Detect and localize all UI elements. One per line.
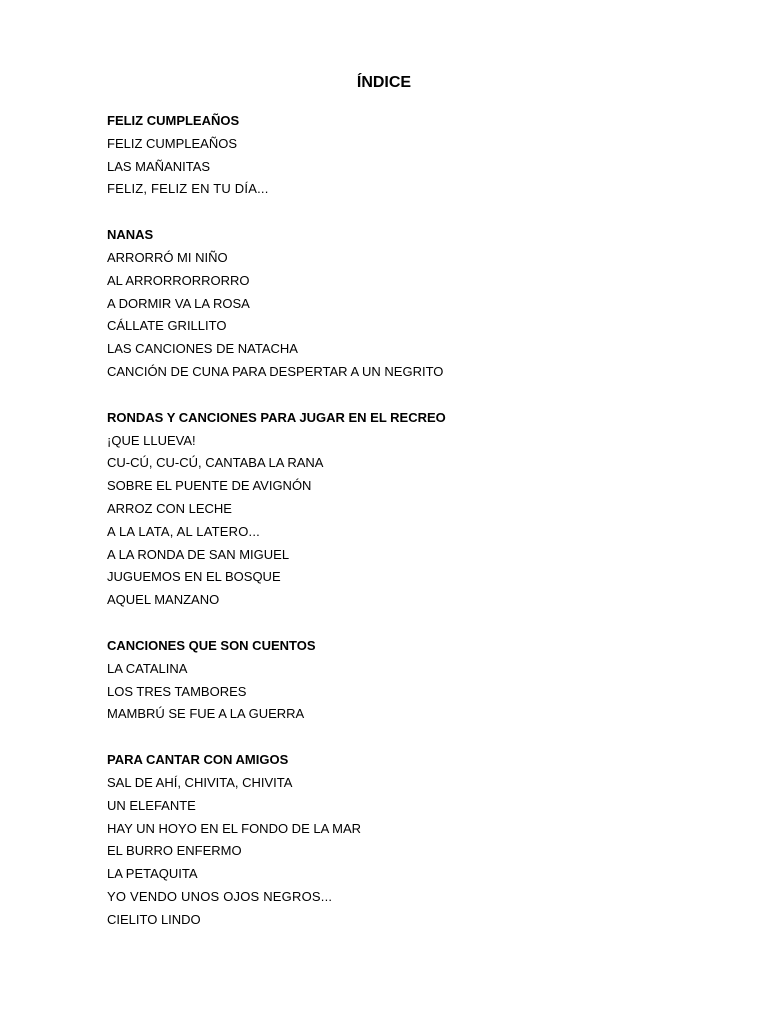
index-entry: CÁLLATE GRILLITO <box>107 318 227 334</box>
section-rondas <box>107 407 727 612</box>
section-feliz-cumpleanos <box>107 110 727 201</box>
index-entry: LA PETAQUITA <box>107 866 198 882</box>
section-cuentos <box>107 635 727 726</box>
index-entry: AL ARRORRORRORRO <box>107 272 250 288</box>
index-entry: EL BURRO ENFERMO <box>107 843 242 859</box>
page-title: ÍNDICE <box>356 74 412 91</box>
index-entry: LOS TRES TAMBORES <box>107 683 247 699</box>
index-entry: YO VENDO UNOS OJOS NEGROS... <box>107 888 333 904</box>
index-entry: CU-CÚ, CU-CÚ, CANTABA LA RANA <box>107 455 324 471</box>
section-nanas <box>107 224 727 384</box>
index-entry: HAY UN HOYO EN EL FONDO DE LA MAR <box>107 820 362 836</box>
index-entry: ARROZ CON LECHE <box>107 500 232 516</box>
index-entry: SAL DE AHÍ, CHIVITA, CHIVITA <box>107 774 293 790</box>
section-heading: CANCIONES QUE SON CUENTOS <box>107 637 316 653</box>
index-entry: A LA RONDA DE SAN MIGUEL <box>107 546 290 562</box>
index-entry: LAS CANCIONES DE NATACHA <box>107 341 298 357</box>
index-entry: CANCIÓN DE CUNA PARA DESPERTAR A UN NEGRITO <box>107 363 444 379</box>
index-content <box>107 110 727 955</box>
index-entry: FELIZ, FELIZ EN TU DÍA... <box>107 181 269 197</box>
index-entry: AQUEL MANZANO <box>107 592 220 608</box>
index-entry: ¡QUE LLUEVA! <box>107 432 196 448</box>
index-entry: LAS MAÑANITAS <box>107 158 211 174</box>
section-heading: PARA CANTAR CON AMIGOS <box>107 752 289 768</box>
section-heading: FELIZ CUMPLEAÑOS <box>107 113 240 128</box>
index-entry: SOBRE EL PUENTE DE AVIGNÓN <box>107 478 312 494</box>
index-entry: MAMBRÚ SE FUE A LA GUERRA <box>107 706 305 722</box>
index-entry: FELIZ CUMPLEAÑOS <box>107 135 238 151</box>
index-entry: A LA LATA, AL LATERO... <box>107 523 260 539</box>
index-entry: JUGUEMOS EN EL BOSQUE <box>107 569 281 585</box>
section-amigos <box>107 749 727 931</box>
index-entry: A DORMIR VA LA ROSA <box>107 295 250 311</box>
index-entry: ARRORRÓ MI NIÑO <box>107 249 228 265</box>
index-entry: LA CATALINA <box>107 660 188 676</box>
section-heading: RONDAS Y CANCIONES PARA JUGAR EN EL RECREO <box>107 409 446 425</box>
index-entry: CIELITO LINDO <box>107 911 201 927</box>
section-heading: NANAS <box>107 227 154 243</box>
index-entry: UN ELEFANTE <box>107 797 196 813</box>
